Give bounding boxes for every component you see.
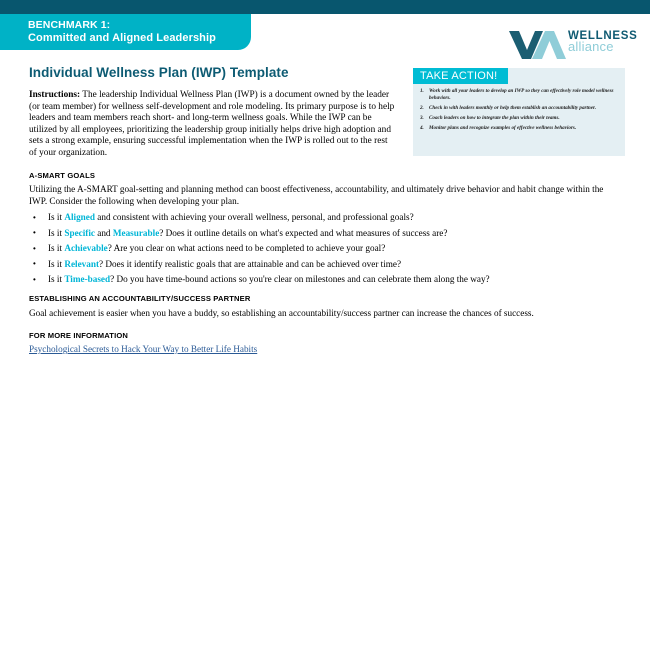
list-item — [31, 212, 611, 223]
bullet-rest: ? Are you clear on what actions need to be completed to achieve your goal? — [107, 243, 386, 254]
take-action-item — [420, 105, 620, 112]
bullet-rest: ? Does it identify realistic goals that are attainable and can be achieved over time? — [99, 258, 402, 269]
bullet-keyword: Achievable — [64, 243, 108, 254]
item-number: 1. — [420, 88, 424, 94]
benchmark-label: BENCHMARK 1: — [28, 19, 111, 31]
list-item — [31, 228, 611, 239]
header-top-bar — [0, 0, 650, 14]
bullet-rest: ? Do you have time-bound actions so you're clear on milestones and can celebrate them along the way? — [110, 274, 490, 285]
take-action-list — [420, 88, 620, 135]
bullet-keyword-2: Measurable — [112, 227, 160, 238]
item-number: 3. — [420, 114, 424, 121]
item-text: Coach leaders on how to integrate the plan within their teams. — [429, 114, 560, 121]
bullet-icon: • — [33, 212, 36, 222]
bullet-icon: • — [33, 274, 36, 284]
item-text: Monitor plans and recognize examples of effective wellness behaviors. — [429, 124, 577, 131]
bullet-lead: Is it — [48, 258, 65, 269]
benchmark-title: Committed and Aligned Leadership — [28, 31, 216, 44]
bullet-icon: • — [33, 259, 36, 269]
take-action-item — [420, 115, 620, 122]
instructions-label: Instructions: — [29, 90, 81, 100]
instructions-paragraph — [29, 90, 397, 160]
accountability-heading: ESTABLISHING AN ACCOUNTABILITY/SUCCESS PARTNER — [29, 294, 251, 303]
bullet-icon: • — [33, 228, 36, 238]
bullet-keyword: Relevant — [64, 258, 100, 269]
item-text: Work with all your leaders to develop an IWP so they can effectively role model wellness behaviors. — [429, 88, 614, 101]
list-item — [31, 259, 611, 270]
bullet-keyword: Aligned — [64, 212, 95, 222]
asmart-bullet-list — [31, 212, 611, 290]
bullet-lead: Is it — [48, 243, 65, 254]
logo-mark-icon — [508, 29, 566, 61]
asmart-heading: A-SMART GOALS — [29, 171, 96, 180]
item-text: Check in with leaders monthly or help them establish an accountability partner. — [429, 104, 596, 111]
item-number: 2. — [420, 104, 424, 111]
bullet-keyword: Specific — [64, 227, 95, 238]
logo-wordmark — [568, 30, 638, 53]
bullet-lead: Is it — [48, 212, 65, 222]
take-action-notch-icon — [500, 68, 508, 84]
benchmark-banner — [0, 14, 251, 50]
bullet-icon: • — [33, 243, 36, 253]
list-item — [31, 274, 611, 285]
bullet-rest: and consistent with achieving your overall wellness, personal, and professional goals? — [94, 212, 414, 222]
bullet-mid: and — [94, 227, 113, 238]
bullet-keyword: Time-based — [64, 274, 111, 285]
take-action-heading: TAKE ACTION! — [420, 70, 498, 82]
more-information-link[interactable]: Psychological Secrets to Hack Your Way to Better Life Habits — [29, 344, 258, 354]
item-number: 4. — [420, 124, 424, 131]
logo-primary-text: WELLNESS — [568, 30, 638, 42]
take-action-header — [413, 68, 508, 84]
take-action-item — [420, 125, 620, 132]
take-action-item — [420, 88, 620, 101]
accountability-paragraph: Goal achievement is easier when you have a buddy, so establishing an accountability/success partner can increase the chances of success. — [29, 308, 534, 318]
page-title: Individual Wellness Plan (IWP) Template — [29, 65, 289, 80]
instructions-body: The leadership Individual Wellness Plan (IWP) is a document owned by the leader (or team member) for wellness self-development and role modeling. Its primary purpose is to help leaders and team members reach short- and long-term wellness goals. While the IWP can be utilized by all employees, prioritizing the leadership group initially helps drive high adoption and sets a strong example, ensuring successful implementation when the IWP is rolled out to the rest of your organization. — [29, 90, 395, 158]
logo-secondary-text: alliance — [568, 39, 614, 54]
list-item — [31, 243, 611, 254]
bullet-lead: Is it — [48, 227, 65, 238]
bullet-rest: ? Does it outline details on what's expected and what measures of success are? — [159, 227, 448, 238]
bullet-lead: Is it — [48, 274, 65, 285]
wellness-alliance-logo — [508, 29, 638, 61]
more-information-heading: FOR MORE INFORMATION — [29, 331, 129, 340]
asmart-intro-paragraph: Utilizing the A-SMART goal-setting and planning method can boost effectiveness, accountability, and ultimately drive behavior and habit change within the IWP. Consider the following when developing your plan. — [29, 184, 604, 206]
